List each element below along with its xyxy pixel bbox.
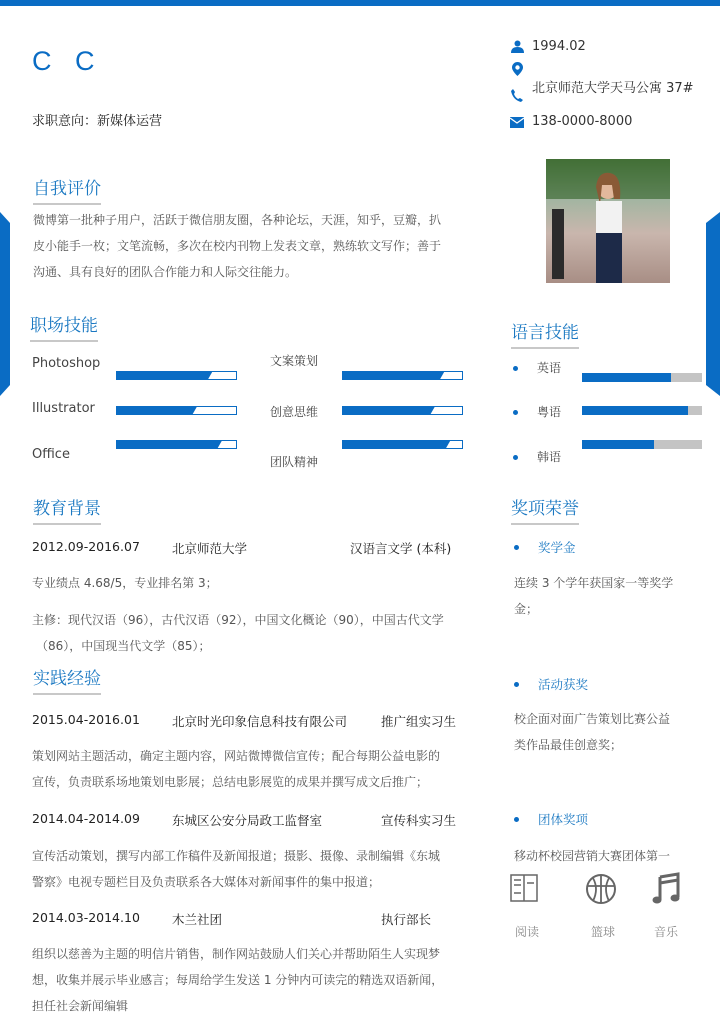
job-role: 宣传科实习生 — [381, 813, 457, 828]
birth-date: 1994.02 — [532, 39, 586, 54]
skill-label: Office — [32, 447, 70, 462]
bar-fill — [582, 440, 654, 449]
text-line: 警察》电视专题栏目及负责联系各大媒体对新闻事件的集中报道； — [32, 875, 381, 889]
award-name: 奖学金 — [538, 540, 576, 555]
skill-label: 创意思维 — [270, 405, 319, 419]
text-line: （86），中国现当代文学（85）； — [36, 639, 211, 653]
section-title-practice: 实践经验 — [33, 664, 101, 695]
phone-icon — [510, 88, 524, 102]
job-date: 2015.04-2016.01 — [32, 712, 140, 727]
text-line: 类作品最佳创意奖； — [514, 738, 623, 752]
language-bar-korean — [582, 440, 702, 449]
text-line: 宣传，负责联系场地策划电影展；总结电影展览的成果并撰写成文后推广； — [32, 775, 429, 789]
section-title-self-eval: 自我评价 — [33, 174, 101, 205]
bar-fill — [117, 372, 212, 379]
book-icon — [510, 873, 538, 907]
edu-courses — [32, 607, 472, 659]
language-bar-cantonese — [582, 406, 702, 415]
section-title-languages: 语言技能 — [511, 318, 579, 349]
text-line: 宣传活动策划，撰写内部工作稿件及新闻报道；摄影、摄像、录制编辑《东城 — [32, 849, 441, 863]
job-org: 东城区公安分局政工监督室 — [172, 813, 323, 828]
bar-fill — [582, 406, 688, 415]
edu-gpa: 专业绩点 4.68/5，专业排名第 3； — [32, 576, 218, 590]
bar-fill — [582, 373, 671, 382]
job-date: 2014.03-2014.10 — [32, 910, 140, 925]
text-line: 沟通、具有良好的团队合作能力和人际交往能力。 — [33, 265, 298, 279]
award-name: 活动获奖 — [538, 677, 589, 692]
text-line: 组织以慈善为主题的明信片销售，制作网站鼓励人们关心并帮助陌生人实现梦 — [32, 947, 441, 961]
job-intent: 求职意向：新媒体运营 — [32, 114, 163, 129]
bar-fill — [343, 407, 435, 414]
job-role: 执行部长 — [381, 912, 432, 927]
job-desc — [32, 743, 472, 795]
hobby-label: 音乐 — [653, 925, 678, 939]
profile-photo — [546, 159, 670, 283]
bullet-dot — [514, 682, 519, 687]
skill-label: 团队精神 — [270, 455, 319, 469]
text-line: 移动杯校园营销大赛团体第一 — [514, 849, 671, 863]
hobby-label: 阅读 — [514, 925, 539, 939]
location-pin-icon — [510, 62, 524, 76]
text-line: 校企面对面广告策划比赛公益 — [514, 712, 671, 726]
award-desc — [514, 570, 673, 622]
job-desc — [32, 941, 472, 1013]
bullet-dot — [513, 410, 518, 415]
phone-number: 138-0000-8000 — [532, 114, 633, 129]
skill-bar-office — [116, 440, 237, 449]
text-line: 担任社会新闻编辑 — [32, 999, 129, 1013]
text-line: 策划网站主题活动，确定主题内容，网站微博微信宣传；配合每期公益电影的 — [32, 749, 441, 763]
music-note-icon — [652, 873, 680, 909]
basketball-icon — [585, 873, 617, 909]
skill-bar-creativity — [342, 406, 463, 415]
language-label: 英语 — [537, 361, 562, 375]
bar-fill — [117, 407, 197, 414]
bar-fill — [343, 441, 450, 448]
section-title-awards: 奖项荣誉 — [511, 494, 579, 525]
edu-major: 汉语言文学 (本科) — [350, 541, 452, 556]
job-date: 2014.04-2014.09 — [32, 811, 140, 826]
bullet-dot — [513, 455, 518, 460]
language-label: 粤语 — [537, 405, 562, 419]
text-line: 皮小能手一枚；文笔流畅，多次在校内刊物上发表文章，熟练软文写作；善于 — [33, 239, 442, 253]
job-org: 木兰社团 — [172, 912, 223, 927]
text-line: 想，收集并展示毕业感言；每周给学生发送 1 分钟内可读完的精选双语新闻， — [32, 973, 444, 987]
self-eval-text — [33, 207, 473, 285]
left-accent-tab — [0, 212, 10, 396]
right-accent-tab — [706, 212, 720, 396]
hobby-label: 篮球 — [590, 925, 615, 939]
section-title-education: 教育背景 — [33, 494, 101, 525]
job-role: 推广组实习生 — [381, 714, 457, 729]
text-line: 微博第一批种子用户，活跃于微信朋友圈，各种论坛，天涯，知乎，豆瓣，扒 — [33, 213, 442, 227]
award-desc — [514, 706, 670, 758]
language-label: 韩语 — [537, 450, 562, 464]
edu-date: 2012.09-2016.07 — [32, 539, 140, 554]
section-title-skills: 职场技能 — [30, 311, 98, 342]
edu-school: 北京师范大学 — [172, 541, 248, 556]
skill-bar-copywriting — [342, 371, 463, 380]
language-bar-english — [582, 373, 702, 382]
skill-label: Photoshop — [32, 356, 101, 371]
job-desc — [32, 843, 472, 895]
top-accent-bar — [0, 0, 720, 6]
text-line: 连续 3 个学年获国家一等奖学 — [514, 576, 674, 590]
text-line: 金； — [514, 602, 539, 616]
skill-bar-illustrator — [116, 406, 237, 415]
skill-bar-photoshop — [116, 371, 237, 380]
bullet-dot — [514, 545, 519, 550]
award-desc — [514, 843, 670, 869]
bullet-dot — [513, 366, 518, 371]
envelope-icon — [510, 115, 524, 129]
candidate-name: C C — [32, 46, 103, 76]
job-org: 北京时光印象信息科技有限公司 — [172, 714, 348, 729]
text-line: 主修：现代汉语（96），古代汉语（92），中国文化概论（90），中国古代文学 — [32, 613, 444, 627]
bar-fill — [117, 441, 222, 448]
skill-bar-teamwork — [342, 440, 463, 449]
award-name: 团体奖项 — [538, 812, 589, 827]
bullet-dot — [514, 817, 519, 822]
bar-fill — [343, 372, 444, 379]
skill-label: 文案策划 — [270, 354, 319, 368]
person-icon — [510, 39, 524, 53]
address: 北京师范大学天马公寓 37# — [532, 81, 694, 96]
skill-label: Illustrator — [32, 401, 95, 416]
